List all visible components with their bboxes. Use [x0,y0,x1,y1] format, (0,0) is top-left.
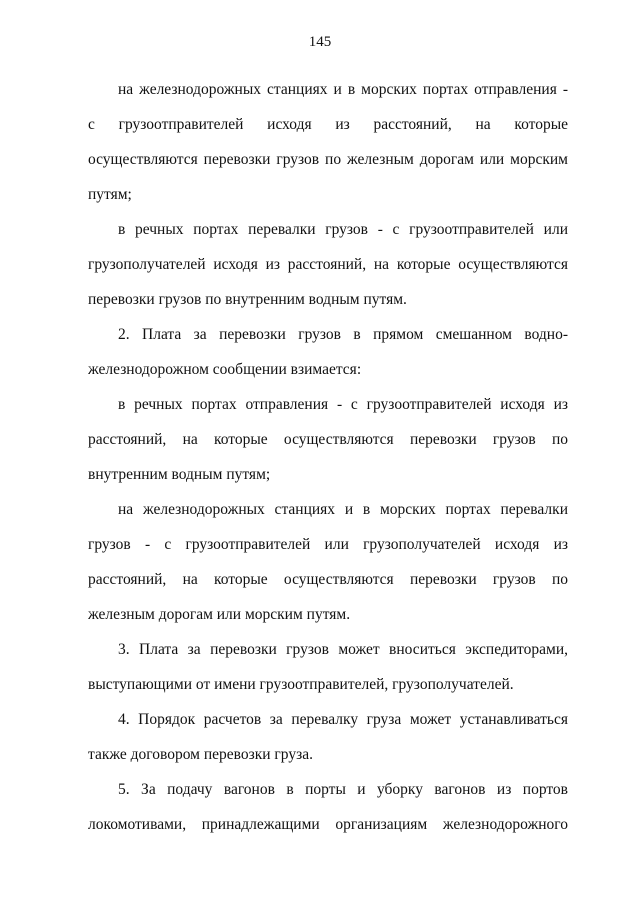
text-line: 4. Порядок расчетов за перевалку груза может устанавливаться [118,711,568,728]
text-line: в речных портах отправления - с грузоотправителей исходя из [118,396,568,413]
text-line: 2. Плата за перевозки грузов в прямом смешанном водно- [118,326,568,343]
text-line: на железнодорожных станциях и в морских портах перевалки [118,501,568,518]
text-line: путям; [88,186,132,203]
text-line: 3. Плата за перевозки грузов может вноситься экспедиторами, [118,641,568,658]
text-line: грузополучателей исходя из расстояний, на которые осуществляются [88,256,568,273]
text-line: выступающими от имени грузоотправителей, грузополучателей. [88,676,514,693]
text-line: также договором перевозки груза. [88,746,313,763]
text-line: на железнодорожных станциях и в морских портах отправления - [118,81,568,98]
text-line: осуществляются перевозки грузов по железным дорогам или морским [88,151,568,168]
text-line: 5. За подачу вагонов в порты и уборку вагонов из портов [118,781,568,798]
text-line: грузов - с грузоотправителей или грузополучателей исходя из [88,536,568,553]
text-line: железнодорожном сообщении взимается: [88,361,362,378]
text-line: в речных портах перевалки грузов - с грузоотправителей или [118,221,568,238]
text-line: железным дорогам или морским путям. [88,606,351,623]
text-line: перевозки грузов по внутренним водным путям. [88,291,407,308]
text-line: локомотивами, принадлежащими организациям железнодорожного [88,816,568,833]
text-line: с грузоотправителей исходя из расстояний, на которые [88,116,568,133]
document-body [88,76,568,846]
text-line: внутренним водным путям; [88,466,271,483]
text-line: расстояний, на которые осуществляются перевозки грузов по [88,571,568,588]
page-number: 145 [308,34,332,50]
text-line: расстояний, на которые осуществляются перевозки грузов по [88,431,568,448]
